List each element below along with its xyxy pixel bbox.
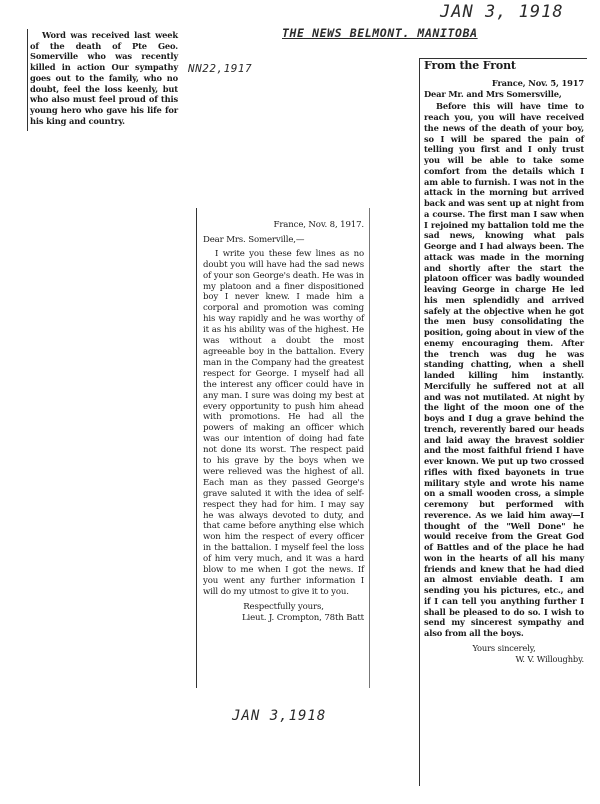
crompton-body: I write you these few lines as no doubt you will have had the sad news of your son George's death. He was in my platoon and a finer dispositioned boy I never knew. I made him a corporal and promotion was coming his way rapidly and he was worthy of it as his ability was of the highest. He was without a doubt the most agreeable boy in the battalion. Every man in the Company had the greatest respect for George. I myself had all the interest any officer could have in any man. I sure was doing my best at every opportunity to push him ahead with promotions. He had all the powers of making an officer which was our intention of doing had fate not done its worst. The respect paid to his grave by the boys when we were relieved was the highest of all. Each man as they passed George's grave saluted it with the idea of self-respect they had for him. I may say he was always devoted to duty, and that came before anything else which won him the respect of every officer in the battalion. I myself feel the loss of him very much, and it was a hard blow to me when I got the news. If you went any further information I will do my utmost to give it to you. [203, 248, 364, 597]
date-annotation-top: JAN 3, 1918 [440, 2, 564, 22]
date-annotation-left: NN22,1917 [188, 62, 253, 75]
willoughby-headline: From the Front [424, 59, 516, 72]
crompton-closing: Respectfully yours, [243, 601, 324, 612]
willoughby-dateline: France, Nov. 5, 1917 [491, 77, 584, 88]
crompton-left-border [196, 208, 197, 688]
willoughby-signature: W. V. Willoughby. [515, 653, 584, 664]
newspaper-name-annotation: THE NEWS BELMONT. MANITOBA [282, 26, 478, 40]
crompton-signature: Lieut. J. Crompton, 78th Batt [241, 612, 364, 623]
crompton-letter [203, 220, 364, 624]
crompton-dateline: France, Nov. 8, 1917. [273, 220, 364, 230]
death-notice-text: Word was received last week of the death of Pte Geo. Somerville who was recently killed in action Our sympathy goes out to the family, who no doubt, feel the loss keenly, but who also must feel proud of this young hero who gave his life for his king and country. [30, 30, 178, 126]
willoughby-closing: Yours sincerely, [472, 642, 536, 653]
crompton-salutation: Dear Mrs. Somerville,— [203, 234, 305, 245]
date-annotation-bottom: JAN 3,1918 [232, 708, 327, 724]
willoughby-letter [424, 61, 584, 664]
willoughby-salutation: Dear Mr. and Mrs Somersville, [424, 88, 562, 99]
crompton-right-border [369, 208, 370, 688]
death-notice-clipping [30, 30, 178, 126]
notice-left-border [27, 29, 28, 131]
willoughby-body: Before this will have time to reach you, you will have received the news of the death of your boy, so I will be spared the pain of telling you first and I only trust you will be able to take some comfort from the details which I am able to furnish. I was not in the attack in the morning but arrived back and was sent up at night from a course. The first man I saw when I rejoined my battalion told me the sad news, knowing what pals George and I had always been. The attack was made in the morning and shortly after the start the platoon officer was badly wounded leaving George in charge He led his men splendidly and arrived safely at the objective when he got the men busy consolidating the position, going about in view of the enemy encouraging them. After the trench was dug he was standing chatting, when a shell landed killing him instantly. Mercifully he suffered not at all and was not mutilated. At night by the light of the moon one of the boys and I dug a grave behind the trench, reverently bared our heads and laid away the bravest soldier and the most faithful friend I have ever known. We put up two crossed rifles with fixed bayonets in true military style and wrote his name on a small wooden cross, a simple ceremony but performed with reverence. As we laid him away—I thought of the "Well Done" he would receive from the Great God of Battles and of the place he had won in the hearts of all his many friends and knew that he had died an almost enviable death. I am sending you his pictures, etc., and if I can tell you anything further I shall be pleased to do so. I wish to send my sincerest sympathy and also from all the boys. [424, 101, 584, 638]
willoughby-left-border [419, 58, 420, 786]
